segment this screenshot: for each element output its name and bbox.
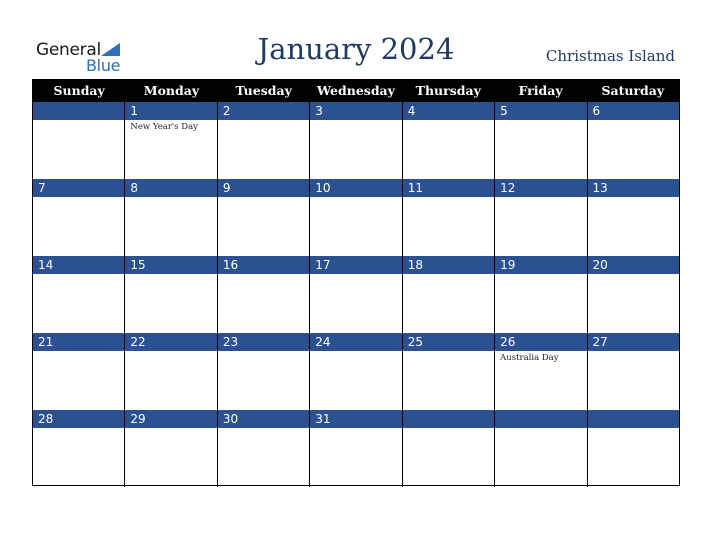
day-number: 19 bbox=[495, 256, 586, 274]
holiday-label bbox=[403, 120, 494, 122]
day-cell bbox=[403, 179, 495, 256]
day-number: 20 bbox=[588, 256, 679, 274]
holiday-label bbox=[218, 274, 309, 276]
holiday-label bbox=[218, 351, 309, 353]
day-number bbox=[33, 102, 124, 120]
day-number: 4 bbox=[403, 102, 494, 120]
day-cell bbox=[218, 333, 310, 410]
day-number: 6 bbox=[588, 102, 679, 120]
holiday-label bbox=[403, 274, 494, 276]
day-cell bbox=[218, 410, 310, 487]
day-cell bbox=[403, 256, 495, 333]
day-number: 27 bbox=[588, 333, 679, 351]
day-number: 2 bbox=[218, 102, 309, 120]
day-number: 17 bbox=[310, 256, 401, 274]
day-number: 15 bbox=[125, 256, 216, 274]
day-cell bbox=[495, 102, 587, 179]
week-row bbox=[33, 179, 679, 256]
week-row bbox=[33, 256, 679, 333]
day-cell bbox=[33, 179, 125, 256]
week-row bbox=[33, 333, 679, 410]
day-number: 28 bbox=[33, 410, 124, 428]
day-number: 8 bbox=[125, 179, 216, 197]
holiday-label bbox=[125, 351, 216, 353]
logo-general-text: General bbox=[36, 40, 101, 60]
day-number: 1 bbox=[125, 102, 216, 120]
day-number bbox=[495, 410, 586, 428]
holiday-label: Australia Day bbox=[500, 353, 559, 363]
weekday-friday: Friday bbox=[518, 83, 563, 98]
day-cell bbox=[495, 256, 587, 333]
day-number: 12 bbox=[495, 179, 586, 197]
holiday-label: New Year's Day bbox=[130, 122, 198, 132]
holiday-label bbox=[403, 197, 494, 199]
day-number: 11 bbox=[403, 179, 494, 197]
day-cell bbox=[33, 333, 125, 410]
holiday-label bbox=[33, 197, 124, 199]
day-cell bbox=[310, 333, 402, 410]
holiday-label bbox=[33, 428, 124, 430]
week-row bbox=[33, 410, 679, 487]
holiday-label bbox=[33, 120, 124, 122]
holiday-label bbox=[218, 428, 309, 430]
day-cell bbox=[310, 256, 402, 333]
day-number: 25 bbox=[403, 333, 494, 351]
holiday-label bbox=[310, 197, 401, 199]
weekday-tuesday: Tuesday bbox=[235, 83, 292, 98]
day-cell bbox=[218, 256, 310, 333]
day-cell bbox=[495, 410, 587, 487]
holiday-label bbox=[588, 428, 679, 430]
holiday-label bbox=[403, 428, 494, 430]
day-number: 29 bbox=[125, 410, 216, 428]
day-cell bbox=[403, 410, 495, 487]
weekday-wednesday: Wednesday bbox=[317, 83, 395, 98]
day-cell bbox=[218, 102, 310, 179]
day-cell bbox=[33, 256, 125, 333]
logo-blue-text: Blue bbox=[86, 56, 121, 75]
day-cell bbox=[125, 179, 217, 256]
holiday-label bbox=[495, 120, 586, 122]
holiday-label bbox=[310, 351, 401, 353]
day-cell bbox=[588, 102, 679, 179]
holiday-label bbox=[495, 274, 586, 276]
holiday-label bbox=[588, 120, 679, 122]
holiday-label bbox=[495, 197, 586, 199]
day-cell bbox=[125, 256, 217, 333]
day-cell bbox=[310, 179, 402, 256]
holiday-label bbox=[588, 274, 679, 276]
day-number: 13 bbox=[588, 179, 679, 197]
day-cell bbox=[588, 179, 679, 256]
holiday-label bbox=[310, 428, 401, 430]
day-number bbox=[403, 410, 494, 428]
calendar-grid bbox=[32, 79, 680, 486]
day-cell bbox=[403, 102, 495, 179]
weekday-monday: Monday bbox=[143, 83, 200, 98]
holiday-label bbox=[218, 120, 309, 122]
day-number: 24 bbox=[310, 333, 401, 351]
day-number: 3 bbox=[310, 102, 401, 120]
day-number: 7 bbox=[33, 179, 124, 197]
holiday-label bbox=[310, 120, 401, 122]
holiday-label bbox=[125, 197, 216, 199]
day-number: 9 bbox=[218, 179, 309, 197]
holiday-label bbox=[495, 428, 586, 430]
holiday-label bbox=[33, 351, 124, 353]
day-cell bbox=[218, 179, 310, 256]
holiday-label bbox=[33, 274, 124, 276]
week-row bbox=[33, 102, 679, 179]
day-number: 14 bbox=[33, 256, 124, 274]
holiday-label bbox=[403, 351, 494, 353]
holiday-label bbox=[588, 197, 679, 199]
day-number: 5 bbox=[495, 102, 586, 120]
holiday-label bbox=[125, 274, 216, 276]
day-number: 21 bbox=[33, 333, 124, 351]
page-title: January 2024 bbox=[257, 32, 455, 66]
weekday-header bbox=[33, 80, 679, 102]
day-cell bbox=[588, 256, 679, 333]
holiday-label bbox=[588, 351, 679, 353]
day-cell bbox=[33, 102, 125, 179]
day-cell bbox=[33, 410, 125, 487]
weekday-saturday: Saturday bbox=[601, 83, 665, 98]
day-cell bbox=[588, 410, 679, 487]
weekday-thursday: Thursday bbox=[415, 83, 481, 98]
day-number: 30 bbox=[218, 410, 309, 428]
day-cell bbox=[403, 333, 495, 410]
day-cell bbox=[125, 410, 217, 487]
day-number: 16 bbox=[218, 256, 309, 274]
day-number: 23 bbox=[218, 333, 309, 351]
day-number: 18 bbox=[403, 256, 494, 274]
day-number: 31 bbox=[310, 410, 401, 428]
day-cell bbox=[495, 179, 587, 256]
day-cell bbox=[310, 410, 402, 487]
holiday-label bbox=[125, 428, 216, 430]
day-cell bbox=[588, 333, 679, 410]
day-cell bbox=[125, 102, 217, 179]
day-number: 10 bbox=[310, 179, 401, 197]
holiday-label bbox=[310, 274, 401, 276]
day-cell bbox=[310, 102, 402, 179]
day-cell bbox=[125, 333, 217, 410]
region-label: Christmas Island bbox=[545, 47, 675, 65]
day-number: 22 bbox=[125, 333, 216, 351]
holiday-label bbox=[218, 197, 309, 199]
day-number bbox=[588, 410, 679, 428]
day-number: 26 bbox=[495, 333, 586, 351]
day-cell bbox=[495, 333, 587, 410]
weekday-sunday: Sunday bbox=[53, 83, 105, 98]
